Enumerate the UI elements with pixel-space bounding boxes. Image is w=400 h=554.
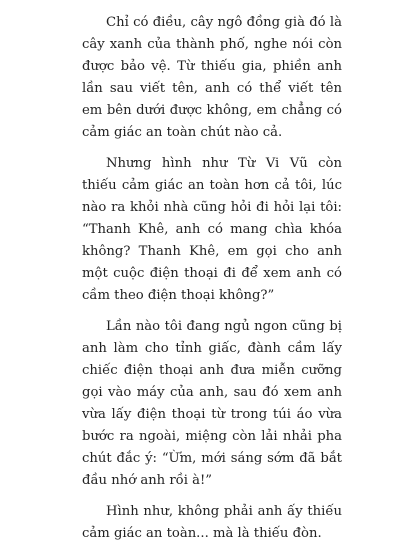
paragraph-1: Chỉ có điều, cây ngô đồng già đó là cây xanh của thành phố, nghe nói còn được bảo vệ. Từ thiếu gia, phiền anh lần sau viết tên, anh có thể viết tên em bên dưới được không, em chẳng có cảm giác an toàn chút nào cả. bbox=[82, 15, 342, 140]
paragraph-3: Lần nào tôi đang ngủ ngon cũng bị anh làm cho tỉnh giấc, đành cầm lấy chiếc điện thoại anh đưa miễn cưỡng gọi vào máy của anh, sau đó xem anh vừa lấy điện thoại từ trong túi áo vừa bước ra ngoài, miệng còn lải nhải pha chút đắc ý: “Ừm, mới sáng sớm đã bắt đầu nhớ anh rồi à!” bbox=[82, 319, 342, 488]
paragraph-4: Hình như, không phải anh ấy thiếu cảm giác an toàn... mà là thiếu đòn. bbox=[82, 504, 342, 541]
body-text bbox=[82, 12, 342, 554]
paragraph-2: Nhưng hình như Từ Vi Vũ còn thiếu cảm giác an toàn hơn cả tôi, lúc nào ra khỏi nhà cũng hỏi đi hỏi lại tôi: “Thanh Khê, anh có mang chìa khóa không? Thanh Khê, em gọi cho anh một cuộc điện thoại đi để xem anh có cầm theo điện thoại không?” bbox=[82, 156, 342, 303]
